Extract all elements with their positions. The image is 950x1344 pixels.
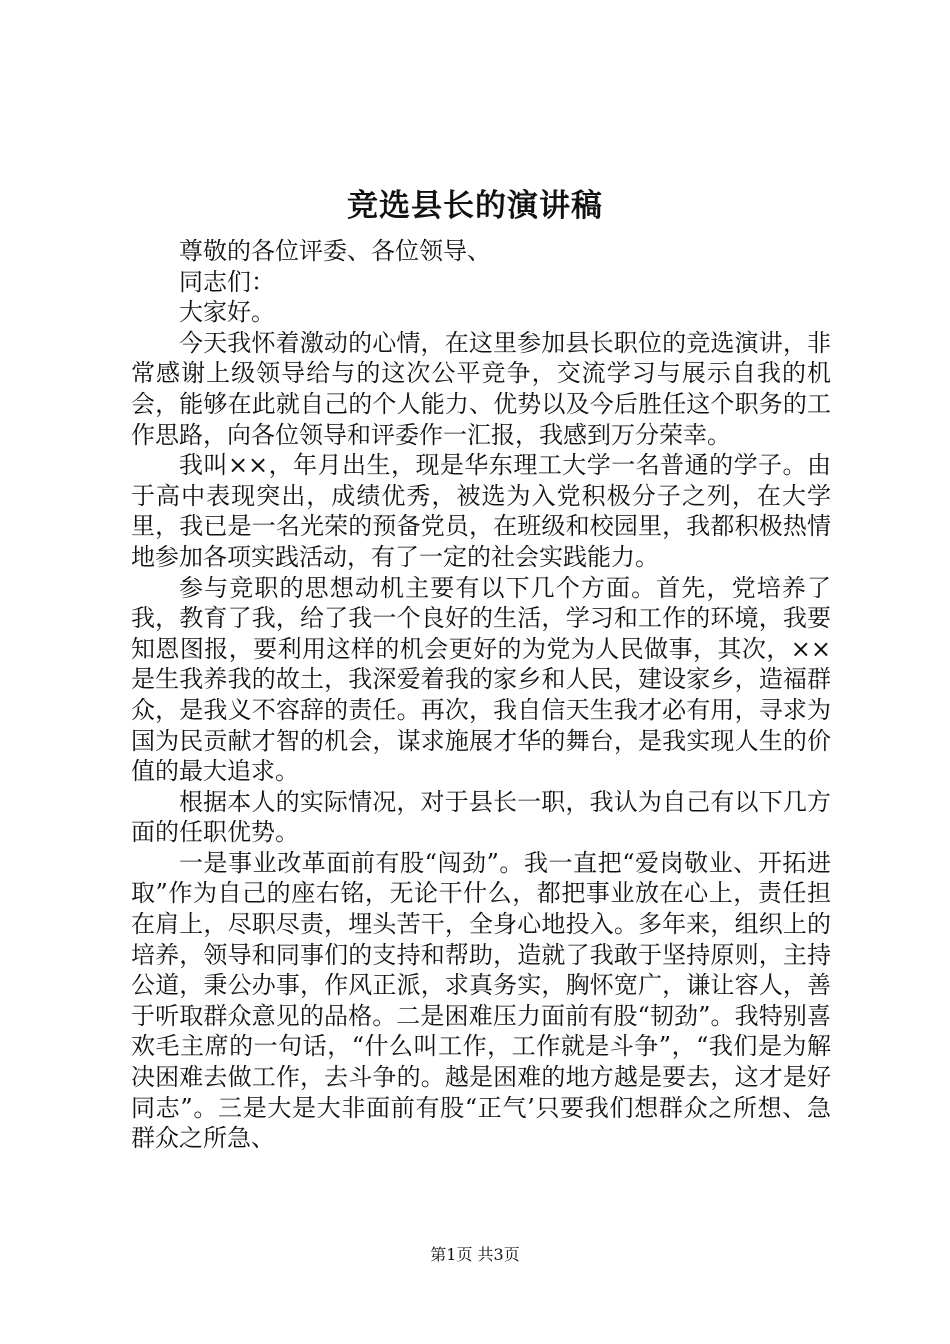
- paragraph-greeting: 大家好。: [179, 298, 275, 327]
- paragraph-advantages-intro: 根据本人的实际情况，对于县长一职，我认为自己有以下几方面的任职优势。: [131, 787, 831, 847]
- paragraph-intro: 今天我怀着激动的心情，在这里参加县长职位的竞选演讲，非常感谢上级领导给与的这次公平竞争，交流学习与展示自我的机会，能够在此就自己的个人能力、优势以及今后胜任这个职务的工作思路，向各位领导和评委作一汇报，我感到万分荣幸。: [131, 328, 831, 449]
- paragraph-advantages: 一是事业改革面前有股“闯劲”。我一直把“爱岗敬业、开拓进取”作为自己的座右铭，无论干什么，都把事业放在心上，责任担在肩上，尽职尽责，埋头苦干，全身心地投入。多年来，组织上的培养，领导和同事们的支持和帮助，造就了我敢于坚持原则，主持公道，秉公办事，作风正派，求真务实，胸怀宽广，谦让容人，善于听取群众意见的品格。二是困难压力面前有股“韧劲”。我特别喜欢毛主席的一句话，“什么叫工作，工作就是斗争”，“我们是为解决困难去做工作，去斗争的。越是困难的地方越是要去，这才是好同志”。三是大是大非面前有股“正气’只要我们想群众之所想、急群众之所急、: [131, 848, 831, 1153]
- document-title: 竞选县长的演讲稿: [347, 188, 603, 224]
- paragraph-motivation: 参与竞职的思想动机主要有以下几个方面。首先，党培养了我，教育了我，给了我一个良好的生活，学习和工作的环境，我要知恩图报，要利用这样的机会更好的为党为人民做事，其次，××是生我养我的故土，我深爱着我的家乡和人民，建设家乡，造福群众，是我义不容辞的责任。再次，我自信天生我才必有用，寻求为国为民贡献才智的机会，谋求施展才华的舞台，是我实现人生的价值的最大追求。: [131, 573, 831, 786]
- page-number: 第1页 共3页: [430, 1245, 520, 1264]
- paragraph-salutation-1: 尊敬的各位评委、各位领导、: [179, 237, 491, 265]
- paragraph-salutation-2: 同志们：: [179, 267, 275, 296]
- document-body: [131, 236, 831, 1154]
- paragraph-background: 我叫××，年月出生，现是华东理工大学一名普通的学子。由于高中表现突出，成绩优秀，被选为入党积极分子之列，在大学里，我已是一名光荣的预备党员，在班级和校园里，我都积极热情地参加各项实践活动，有了一定的社会实践能力。: [131, 451, 831, 571]
